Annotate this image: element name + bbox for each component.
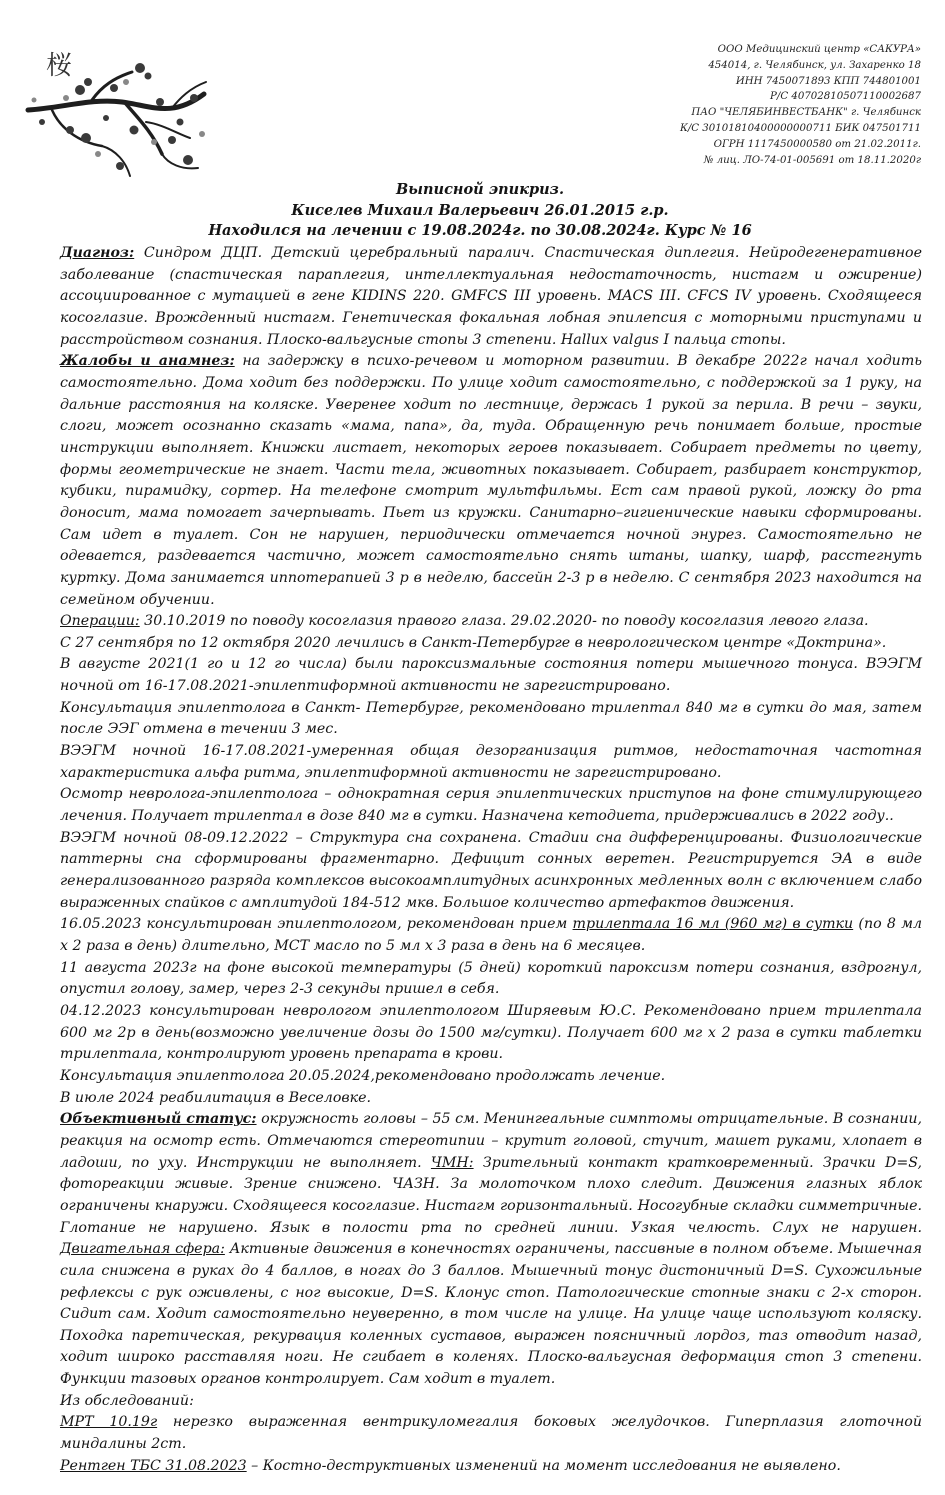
complaints-label: Жалобы и анамнез: — [60, 353, 235, 370]
mri-text: нерезко выраженная вентрикуломегалия боковых желудочков. Гиперплазия глоточной миндалины 2ст. — [60, 1414, 922, 1453]
status-text: Зрительный контакт кратковременный. Зрачки D=S, фотореакции живые. Зрение снижено. ЧАЗН. За молоточком плохо следит. Движения глазных яблок ограничены кнаружи. Сходящееся косоглазие. Нистагм горизонтальный. Носогубные складки симметричные. Глотание не нарушено. Язык в полости рта по средней линии. Узкая челюсть. Слух не нарушен. — [60, 1154, 922, 1236]
complaints-paragraph — [60, 351, 922, 611]
history-paragraph: Консультация эпилептолога 20.05.2024,рекомендовано продолжать лечение. — [60, 1067, 666, 1084]
dosage-highlight: трилептала 16 мл (960 мг) в сутки — [572, 916, 854, 933]
history-paragraph: В июле 2024 реабилитация в Веселовке. — [60, 1089, 372, 1106]
status-label: Объективный статус: — [60, 1111, 257, 1128]
clinic-requisites — [591, 42, 921, 168]
operations-label: Операции: — [60, 613, 140, 630]
requisite-line: ООО Медицинский центр «САКУРА» — [717, 44, 921, 55]
mri-paragraph — [60, 1412, 922, 1455]
status-text: окружность головы – 55 см. Менингеальные симптомы отрицательные. В сознании, реакция на осмотр есть. Отмечаются стереотипии – крутит головой, стучит, машет руками, хлопает в ладоши, по уху. Инструкции не выполняет. — [60, 1111, 922, 1171]
requisite-line: ИНН 7450071893 КПП 744801001 — [735, 75, 921, 87]
consultation-paragraph — [60, 914, 922, 957]
xray-label: Рентген ТБС 31.08.2023 — [60, 1457, 247, 1474]
cranial-nerves-label: ЧМН: — [430, 1154, 474, 1171]
requisite-line: ОГРН 1117450000580 от 21.02.2011г. — [713, 138, 921, 150]
patient-name: Киселев Михаил Валерьевич 26.01.2015 г.р. — [291, 201, 669, 219]
consultation-text: 16.05.2023 консультирован эпилептологом, рекомендован прием — [60, 916, 573, 933]
document-body — [60, 243, 922, 1477]
operations-text: 30.10.2019 по поводу косоглазия правого глаза. 29.02.2020- по поводу косоглазия левого глаза. — [139, 613, 869, 630]
complaints-text: на задержку в психо-речевом и моторном развитии. В декабре 2022г начал ходить самостоятельно. Дома ходит без поддержки. По улице ходит самостоятельно, с поддержкой за 1 руку, на дальние расстояния на коляске. Уверенее ходит по лестнице, держась 1 рукой за перила. В речи – звуки, слоги, может осознанно сказать «мама, папа», да, туда. Обращенную речь понимает больше, простые инструкции выполняет. Книжки листает, некоторых героев показывает. Собирает предметы по цвету, формы геометрические не знает. Части тела, животных показывает. Собирает, разбирает конструктор, кубики, пирамидку, сортер. На телефоне смотрит мультфильмы. Ест сам правой рукой, ложку до рта доносит, мама помогает зачерпывать. Пьет из кружки. Санитарно–гигиенические навыки сформированы. Сам идет в туалет. Сон не нарушен, периодически отмечается ночной энурез. Самостоятельно не одевается, раздевается частично, может самостоятельно снять штаны, шапку, шарф, расстегнуть куртку. Дома занимается иппотерапией 3 р в неделю, бассейн 2-3 р в неделю. С сентября 2023 находится на семейном обучении. — [60, 353, 922, 608]
requisite-line: 454014, г. Челябинск, ул. Захаренко 18 — [708, 59, 921, 71]
history-paragraph: ВЭЭГМ ночной 08-09.12.2022 – Структура сна сохранена. Стадии сна дифференцированы. Физиологические паттерны сна сформированы фрагментарно. Дефицит сонных веретен. Регистрируется ЭА в виде генерализованного разряда комплексов высокоамплитудных асинхронных медленных волн с включением слабо выраженных спайков с амплитудой 184-512 мкв. Большое количество артефактов движения. — [60, 829, 922, 911]
logo-glyph: 桜 — [46, 51, 73, 81]
status-paragraph — [60, 1109, 922, 1391]
document-header — [60, 180, 900, 242]
history-paragraph: 04.12.2023 консультирован неврологом эпилептологом Ширяевым Ю.С. Рекомендовано прием трилептала 600 мг 2р в день(возможно увеличение дозы до 1500 мг/сутки). Получает 600 мг х 2 раза в сутки таблетки трилептала, контролируют уровень препарата в крови. — [60, 1002, 922, 1063]
operations-paragraph — [60, 611, 922, 633]
exams-heading: Из обследований: — [60, 1392, 194, 1409]
history-paragraph: ВЭЭГМ ночной 16-17.08.2021-умеренная общая дезорганизация ритмов, недостаточная частотная характеристика альфа ритма, эпилептиформной активности не зарегистрировано. — [60, 743, 922, 781]
history-paragraph: 11 августа 2023г на фоне высокой температуры (5 дней) короткий пароксизм потери сознания, вздрогнул, опустил голову, замер, через 2-3 секунды пришел в себя. — [60, 959, 922, 998]
mri-label: МРТ 10.19г — [60, 1414, 158, 1431]
history-paragraph: Консультация эпилептолога в Санкт- Петербурге, рекомендовано трилептал 840 мг в сутки до мая, затем после ЭЭГ отмена в течении 3 мес. — [60, 699, 922, 738]
diagnosis-text: Синдром ДЦП. Детский церебральный паралич. Спастическая диплегия. Нейродегенеративное заболевание (спастическая параплегия, интеллектуальная недостаточность, нистагм и ожирение) ассоциированное с мутацией в гене KIDINS 220. GMFCS III уровень. MACS III. CFCS IV уровень. Сходящееся косоглазие. Врожденный нистагм. Генетическая фокальная лобная эпилепсия с моторными приступами и расстройством сознания. Плоско-вальгусные стопы 3 степени. Hallux valgus I пальца стопы. — [60, 245, 922, 348]
motor-sphere-label: Двигательная сфера: — [60, 1241, 225, 1258]
requisite-line: К/С 30101810400000000711 БИК 047501711 — [679, 122, 921, 134]
sakura-branch-icon — [22, 38, 212, 188]
diagnosis-paragraph — [60, 243, 922, 351]
status-text: Активные движения в конечностях ограничены, пассивные в полном объеме. Мышечная сила снижена в руках до 4 баллов, в ногах до 3 баллов. Мышечный тонус дистоничный D=S. Сухожильные рефлексы с рук оживлены, с ног высокие, D=S. Клонус стоп. Патологические стопные знаки с 2-х сторон. Сидит сам. Ходит самостоятельно неуверенно, в том числе на улице. На улице чаще используют коляску. Походка паретическая, рекурвация коленных суставов, выражен поясничный лордоз, таз отводит назад, ходит широко расставляя ноги. Не сгибает в коленях. Плоско-вальгусная деформация стоп 3 степени. Функции тазовых органов контролирует. Сам ходит в туалет. — [60, 1241, 922, 1388]
xray-paragraph — [60, 1456, 922, 1478]
xray-text: – Костно-деструктивных изменений на момент исследования не выявлено. — [246, 1457, 841, 1474]
history-paragraph: В августе 2021(1 го и 12 го числа) были пароксизмальные состояния потери мышечного тонуса. ВЭЭГМ ночной от 16-17.08.2021-эпилептиформной активности не зарегистрировано. — [60, 656, 922, 695]
diagnosis-label: Диагноз: — [60, 245, 135, 261]
document-title: Выписной эпикриз. — [396, 181, 564, 198]
history-paragraph: С 27 сентября по 12 октября 2020 лечились в Санкт-Петербурге в неврологическом центре «Доктрина». — [60, 634, 887, 651]
clinic-logo — [22, 38, 212, 188]
requisite-line: Р/С 40702810507110002687 — [770, 91, 921, 103]
treatment-period: Находился на лечении с 19.08.2024г. по 30.08.2024г. Курс № 16 — [208, 222, 752, 239]
requisite-line: ПАО "ЧЕЛЯБИНВЕСТБАНК" г. Челябинск — [691, 107, 921, 119]
requisite-line: № лиц. ЛО-74-01-005691 от 18.11.2020г — [703, 154, 921, 166]
consultation-text: (по 8 мл х 2 раза в день) длительно, МСТ масло по 5 мл х 3 раза в день на 6 месяцев. — [60, 916, 922, 954]
history-paragraph: Осмотр невролога-эпилептолога – однократная серия эпилептических приступов на фоне стимулирующего лечения. Получает трилептал в дозе 840 мг в сутки. Назначена кетодиета, придерживались в 2022 году.. — [60, 786, 922, 825]
